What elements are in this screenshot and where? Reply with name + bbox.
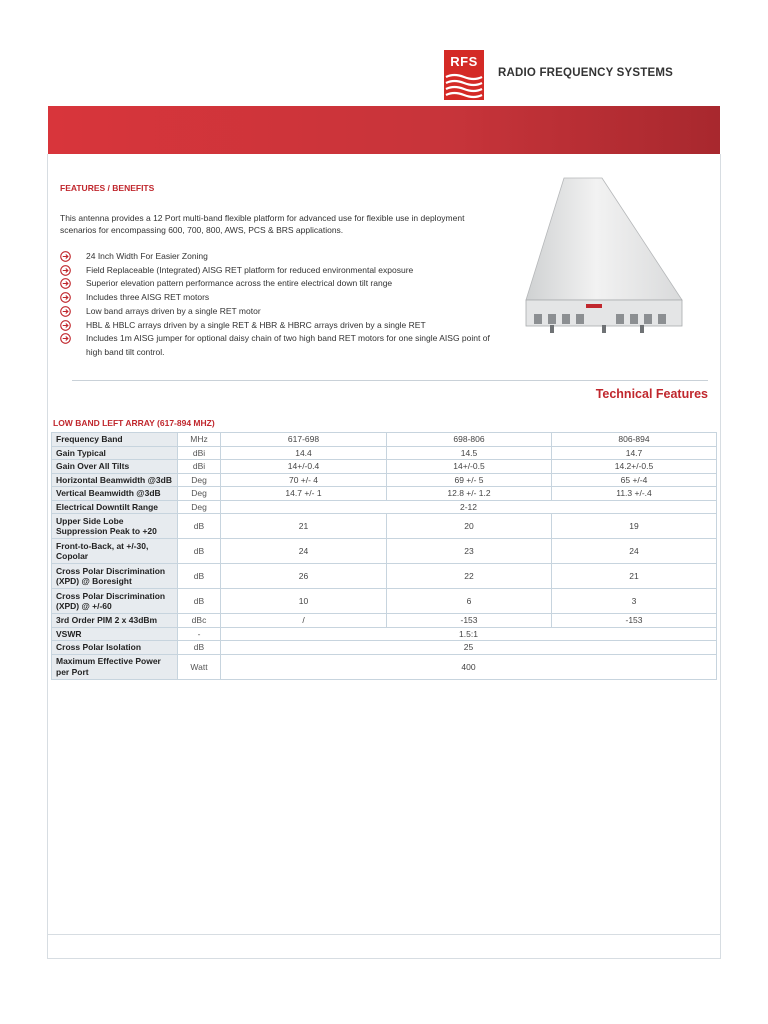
row-unit: Deg xyxy=(178,473,221,487)
footer-divider xyxy=(47,934,721,935)
row-unit: dB xyxy=(178,564,221,589)
row-label: Cross Polar Discrimination (XPD) @ Boresight xyxy=(52,564,178,589)
row-value: 2-12 xyxy=(221,500,717,514)
row-value: -153 xyxy=(552,614,717,628)
table-row xyxy=(52,654,717,679)
feature-item xyxy=(60,250,500,264)
row-unit: dBc xyxy=(178,614,221,628)
row-value: 14.7 +/- 1 xyxy=(221,487,387,501)
feature-item xyxy=(60,291,500,305)
table-row xyxy=(52,641,717,655)
row-label: Electrical Downtilt Range xyxy=(52,500,178,514)
row-value: 24 xyxy=(221,539,387,564)
row-label: 3rd Order PIM 2 x 43dBm xyxy=(52,614,178,628)
header-banner xyxy=(48,106,720,154)
arrow-circle-icon xyxy=(60,306,71,317)
row-value: 21 xyxy=(221,514,387,539)
row-label: Cross Polar Discrimination (XPD) @ +/-60 xyxy=(52,589,178,614)
row-value: 69 +/- 5 xyxy=(387,473,552,487)
row-label: Gain Over All Tilts xyxy=(52,460,178,474)
features-intro: This antenna provides a 12 Port multi-band flexible platform for advanced use for flexible use in deployment scenarios for encompassing 600, 700, 800, AWS, PCS & BRS applications. xyxy=(60,213,465,235)
row-value: 1.5:1 xyxy=(221,627,717,641)
row-value: 806-894 xyxy=(552,433,717,447)
row-unit: MHz xyxy=(178,433,221,447)
row-value: 19 xyxy=(552,514,717,539)
row-value: 14.4 xyxy=(221,446,387,460)
row-label: Horizontal Beamwidth @3dB xyxy=(52,473,178,487)
feature-text: Includes three AISG RET motors xyxy=(86,292,210,303)
row-label: Front-to-Back, at +/-30, Copolar xyxy=(52,539,178,564)
technical-features-title: Technical Features xyxy=(595,387,708,401)
row-value: 14+/-0.5 xyxy=(387,460,552,474)
logo-text: RFS xyxy=(450,54,478,69)
section-divider xyxy=(72,380,708,381)
row-value: 25 xyxy=(221,641,717,655)
feature-text: Includes 1m AISG jumper for optional daisy chain of two high band RET motors for one single AISG point of high band tilt control. xyxy=(86,333,490,357)
table-row xyxy=(52,433,717,447)
feature-item xyxy=(60,305,500,319)
feature-text: Superior elevation pattern performance across the entire electrical down tilt range xyxy=(86,278,393,289)
arrow-circle-icon xyxy=(60,320,71,331)
row-label: Cross Polar Isolation xyxy=(52,641,178,655)
row-unit: dB xyxy=(178,641,221,655)
table-title: LOW BAND LEFT ARRAY (617-894 MHZ) xyxy=(53,418,215,428)
row-unit: Watt xyxy=(178,654,221,679)
row-label: Gain Typical xyxy=(52,446,178,460)
table-row xyxy=(52,627,717,641)
row-value: 14.7 xyxy=(552,446,717,460)
row-value: 698-806 xyxy=(387,433,552,447)
row-unit: Deg xyxy=(178,500,221,514)
row-unit: Deg xyxy=(178,487,221,501)
row-unit: dB xyxy=(178,514,221,539)
row-value: / xyxy=(221,614,387,628)
antenna-product-image xyxy=(504,168,712,338)
row-value: 21 xyxy=(552,564,717,589)
feature-item xyxy=(60,264,500,278)
row-value: 70 +/- 4 xyxy=(221,473,387,487)
table-row xyxy=(52,460,717,474)
row-label: VSWR xyxy=(52,627,178,641)
row-value: 22 xyxy=(387,564,552,589)
arrow-circle-icon xyxy=(60,251,71,262)
table-row xyxy=(52,446,717,460)
row-unit: - xyxy=(178,627,221,641)
table-row xyxy=(52,589,717,614)
row-label: Vertical Beamwidth @3dB xyxy=(52,487,178,501)
row-label: Frequency Band xyxy=(52,433,178,447)
arrow-circle-icon xyxy=(60,292,71,303)
row-value: -153 xyxy=(387,614,552,628)
company-name: RADIO FREQUENCY SYSTEMS xyxy=(498,67,673,79)
row-value: 400 xyxy=(221,654,717,679)
table-row xyxy=(52,514,717,539)
feature-text: Low band arrays driven by a single RET motor xyxy=(86,305,261,316)
table-row xyxy=(52,564,717,589)
table-row xyxy=(52,539,717,564)
table-row xyxy=(52,614,717,628)
row-value: 12.8 +/- 1.2 xyxy=(387,487,552,501)
row-unit: dB xyxy=(178,589,221,614)
arrow-circle-icon xyxy=(60,333,71,344)
row-value: 617-698 xyxy=(221,433,387,447)
row-unit: dB xyxy=(178,539,221,564)
row-value: 3 xyxy=(552,589,717,614)
feature-text: HBL & HBLC arrays driven by a single RET & HBR & HBRC arrays driven by a single RET xyxy=(86,319,426,330)
row-value: 14+/-0.4 xyxy=(221,460,387,474)
row-unit: dBi xyxy=(178,460,221,474)
row-value: 26 xyxy=(221,564,387,589)
arrow-circle-icon xyxy=(60,265,71,276)
row-value: 14.2+/-0.5 xyxy=(552,460,717,474)
row-unit: dBi xyxy=(178,446,221,460)
features-title: FEATURES / BENEFITS xyxy=(60,183,155,193)
logo-waves-icon xyxy=(444,72,484,100)
feature-item xyxy=(60,319,500,333)
arrow-circle-icon xyxy=(60,278,71,289)
row-value: 14.5 xyxy=(387,446,552,460)
row-value: 6 xyxy=(387,589,552,614)
row-value: 20 xyxy=(387,514,552,539)
table-row xyxy=(52,473,717,487)
row-value: 24 xyxy=(552,539,717,564)
feature-text: 24 Inch Width For Easier Zoning xyxy=(86,251,208,261)
rfs-logo xyxy=(444,50,484,100)
feature-item xyxy=(60,277,500,291)
row-label: Upper Side Lobe Suppression Peak to +20 xyxy=(52,514,178,539)
row-value: 11.3 +/-.4 xyxy=(552,487,717,501)
feature-text: Field Replaceable (Integrated) AISG RET platform for reduced environmental exposure xyxy=(86,264,414,275)
row-label: Maximum Effective Power per Port xyxy=(52,654,178,679)
row-value: 65 +/-4 xyxy=(552,473,717,487)
spec-table xyxy=(51,432,717,680)
table-row xyxy=(52,487,717,501)
row-value: 10 xyxy=(221,589,387,614)
feature-item xyxy=(60,332,500,359)
features-list xyxy=(60,250,500,360)
row-value: 23 xyxy=(387,539,552,564)
table-row xyxy=(52,500,717,514)
